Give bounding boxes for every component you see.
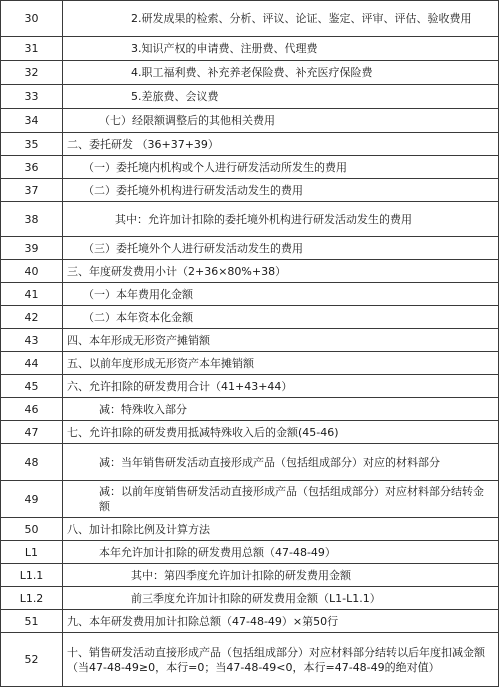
- item-description-cell: 十、销售研发活动直接形成产品（包括组成部分）对应材料部分结转以后年度扣减金额（当47-48-49≥0，本行=0；当47-48-49<0，本行=47-48-49的绝对值）: [63, 633, 499, 687]
- table-body: [1, 1, 499, 687]
- table-row: [1, 283, 499, 306]
- table-row: [1, 37, 499, 61]
- item-description-cell: 减：以前年度销售研发活动直接形成产品（包括组成部分）对应材料部分结转金额: [63, 481, 499, 518]
- table-row: [1, 133, 499, 156]
- table-row: [1, 541, 499, 564]
- table-row: [1, 202, 499, 237]
- row-number-cell: 44: [1, 352, 63, 375]
- item-description-cell: 五、以前年度形成无形资产本年摊销额: [63, 352, 499, 375]
- table-row: [1, 85, 499, 109]
- table-row: [1, 444, 499, 481]
- item-description-cell: 三、年度研发费用小计（2+36×80%+38）: [63, 260, 499, 283]
- row-number-cell: 42: [1, 306, 63, 329]
- row-number-cell: 34: [1, 109, 63, 133]
- row-number-cell: 37: [1, 179, 63, 202]
- item-description-cell: 5.差旅费、会议费: [63, 85, 499, 109]
- item-description-cell: 减：当年销售研发活动直接形成产品（包括组成部分）对应的材料部分: [63, 444, 499, 481]
- item-description-cell: 七、允许扣除的研发费用抵减特殊收入后的金额(45-46): [63, 421, 499, 444]
- table-row: [1, 329, 499, 352]
- table-row: [1, 633, 499, 687]
- row-number-cell: 38: [1, 202, 63, 237]
- table-row: [1, 518, 499, 541]
- row-number-cell: 35: [1, 133, 63, 156]
- item-description-cell: 2.研发成果的检索、分析、评议、论证、鉴定、评审、评估、验收费用: [63, 1, 499, 37]
- table-row: [1, 398, 499, 421]
- item-description-cell: 四、本年形成无形资产摊销额: [63, 329, 499, 352]
- row-number-cell: 47: [1, 421, 63, 444]
- row-number-cell: L1.1: [1, 564, 63, 587]
- table-row: [1, 260, 499, 283]
- item-description-cell: 六、允许扣除的研发费用合计（41+43+44）: [63, 375, 499, 398]
- item-description-cell: （二）本年资本化金额: [63, 306, 499, 329]
- row-number-cell: 30: [1, 1, 63, 37]
- item-description-cell: 3.知识产权的申请费、注册费、代理费: [63, 37, 499, 61]
- item-description-cell: （七）经限额调整后的其他相关费用: [63, 109, 499, 133]
- row-number-cell: 40: [1, 260, 63, 283]
- table-row: [1, 179, 499, 202]
- row-number-cell: 45: [1, 375, 63, 398]
- item-description-cell: 本年允许加计扣除的研发费用总额（47-48-49）: [63, 541, 499, 564]
- table-row: [1, 352, 499, 375]
- item-description-cell: （三）委托境外个人进行研发活动发生的费用: [63, 237, 499, 260]
- row-number-cell: 51: [1, 610, 63, 633]
- row-number-cell: 52: [1, 633, 63, 687]
- row-number-cell: 49: [1, 481, 63, 518]
- row-number-cell: L1.2: [1, 587, 63, 610]
- item-description-cell: （二）委托境外机构进行研发活动发生的费用: [63, 179, 499, 202]
- row-number-cell: 33: [1, 85, 63, 109]
- item-description-cell: 八、加计扣除比例及计算方法: [63, 518, 499, 541]
- table-row: [1, 1, 499, 37]
- item-description-cell: 其中：第四季度允许加计扣除的研发费用金额: [63, 564, 499, 587]
- row-number-cell: 48: [1, 444, 63, 481]
- table-row: [1, 237, 499, 260]
- row-number-cell: 31: [1, 37, 63, 61]
- item-description-cell: 其中：允许加计扣除的委托境外机构进行研发活动发生的费用: [63, 202, 499, 237]
- item-description-cell: 九、本年研发费用加计扣除总额（47-48-49）×第50行: [63, 610, 499, 633]
- table-row: [1, 109, 499, 133]
- table-row: [1, 481, 499, 518]
- table-row: [1, 421, 499, 444]
- item-description-cell: 前三季度允许加计扣除的研发费用金额（L1-L1.1）: [63, 587, 499, 610]
- row-number-cell: 41: [1, 283, 63, 306]
- item-description-cell: 减：特殊收入部分: [63, 398, 499, 421]
- row-number-cell: 43: [1, 329, 63, 352]
- row-number-cell: 39: [1, 237, 63, 260]
- item-description-cell: 二、委托研发 （36+37+39）: [63, 133, 499, 156]
- table-row: [1, 610, 499, 633]
- table-row: [1, 156, 499, 179]
- table-row: [1, 306, 499, 329]
- item-description-cell: （一）委托境内机构或个人进行研发活动所发生的费用: [63, 156, 499, 179]
- row-number-cell: 46: [1, 398, 63, 421]
- item-description-cell: （一）本年费用化金额: [63, 283, 499, 306]
- row-number-cell: 32: [1, 61, 63, 85]
- table-row: [1, 564, 499, 587]
- table-row: [1, 375, 499, 398]
- table-row: [1, 587, 499, 610]
- row-number-cell: 36: [1, 156, 63, 179]
- item-description-cell: 4.职工福利费、补充养老保险费、补充医疗保险费: [63, 61, 499, 85]
- row-number-cell: 50: [1, 518, 63, 541]
- table-row: [1, 61, 499, 85]
- row-number-cell: L1: [1, 541, 63, 564]
